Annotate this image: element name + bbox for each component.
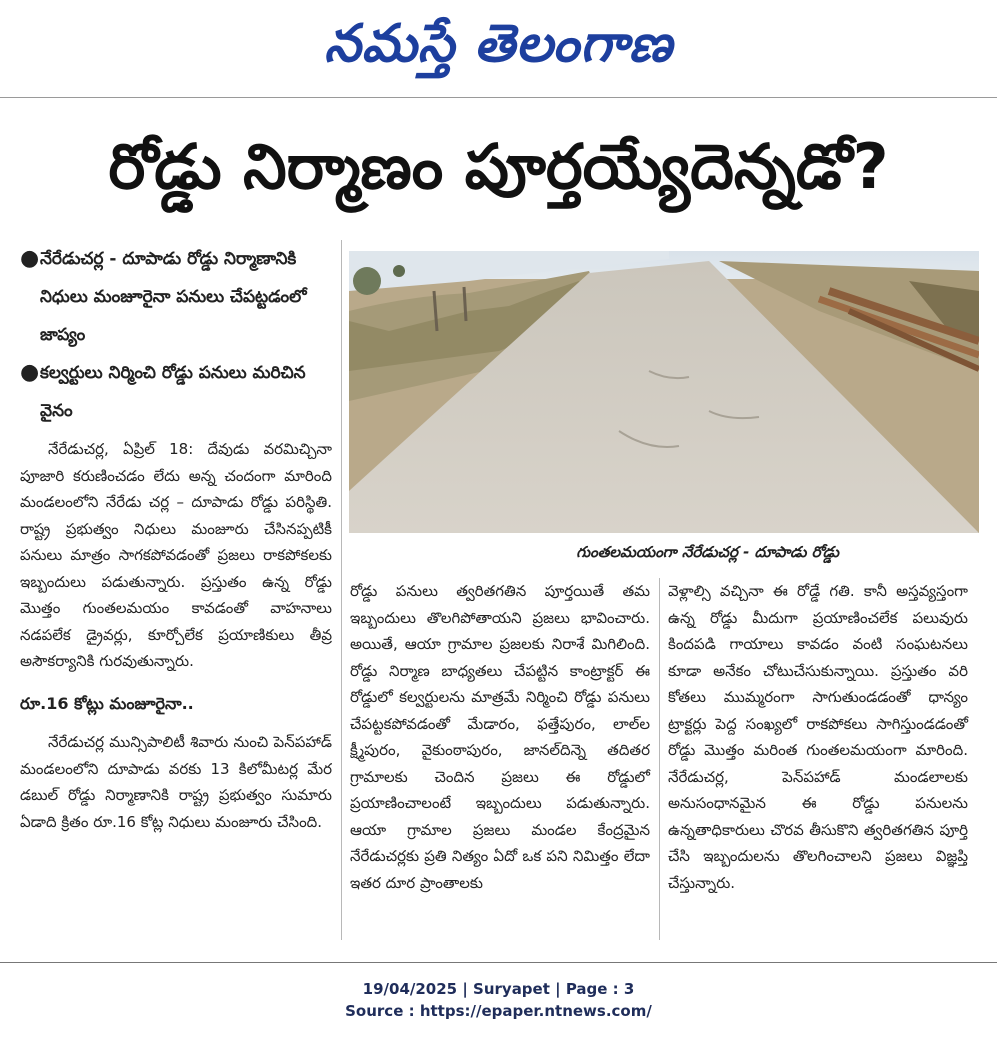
bullet-icon: ● xyxy=(20,246,40,271)
article-headline: రోడ్డు నిర్మాణం పూర్తయ్యేదెన్నడో? xyxy=(108,130,889,203)
road-photo xyxy=(349,251,979,533)
photo-caption xyxy=(349,537,979,567)
article-column-3 xyxy=(668,578,968,896)
highlights-list xyxy=(20,240,338,430)
article-subheading: రూ.16 కోట్లు మంజూరైనా.. xyxy=(20,693,194,713)
column-divider xyxy=(659,578,660,940)
footer-source-link[interactable]: Source : https://epaper.ntnews.com/ xyxy=(345,1002,652,1020)
footer-divider xyxy=(0,962,997,963)
article-paragraph: నేరేడుచర్ల మున్సిపాలిటీ శివారు నుంచి పెన్‌పహాడ్ మండలంలోని దూపాడు వరకు 13 కిలోమీటర్ల మేర డబుల్ రోడ్డు నిర్మాణానికి రాష్ట్ర ప్రభుత్వం సుమారు ఏడాది క్రితం రూ.16 కోట్ల నిధులు మంజూరు చేసింది. xyxy=(20,733,332,831)
bullet-icon: ● xyxy=(20,360,40,385)
article-paragraph: వెళ్లాల్సి వచ్చినా ఈ రోడ్డే గతి. కానీ అస్తవ్యస్తంగా ఉన్న రోడ్డు మీదుగా ప్రయాణించలేక పలువురు కిందపడి గాయాలు కావడం వంటి సంఘటనలు కూడా అనేకం చోటుచేసుకున్నాయి. ప్రస్తుతం వరి కోతలు ముమ్మరంగా సాగుతుండడంతో ధాన్యం ట్రాక్టర్లు పెద్ద సంఖ్యలో రాకపోకలు సాగిస్తుండడంతో రోడ్డు మొత్తం మరింత గుంతలమయంగా మారింది. నేరేడుచర్ల, పెన్‌పహాడ్ మండలాలకు అనుసంధానమైన ఈ రోడ్డు పనులను ఉన్నతాధికారులు చొరవ తీసుకొని త్వరితగతిన పూర్తి చేసి ఇబ్బందులను తొలగించాలని ప్రజలు విజ్ఞప్తి చేస్తున్నారు. xyxy=(668,582,968,892)
highlight-item xyxy=(20,240,338,354)
highlight-text: నేరేడుచర్ల - దూపాడు రోడ్డు నిర్మాణానికి నిధులు మంజూరైనా పనులు చేపట్టడంలో జాప్యం xyxy=(40,249,307,345)
article-paragraph: నేరేడుచర్ల, ఏప్రిల్ 18: దేవుడు వరమిచ్చినా పూజారి కరుణించడం లేదు అన్న చందంగా మారింది మండలంలోని నేరేడు చర్ల – దూపాడు రోడ్డు పరిస్థితి. రాష్ట్ర ప్రభుత్వం నిధులు మంజూరు చేసినప్పటికీ పనులు మాత్రం సాగకపోవడంతో ప్రజలు రాకపోకలకు ఇబ్బందులు పడుతున్నారు. ప్రస్తుతం ఉన్న రోడ్డు మొత్తం గుంతలమయం కావడంతో వాహనాలు నడపలేక డ్రైవర్లు, కూర్చోలేక ప్రయాణికులు తీవ్ర అసౌకర్యానికి గురవుతున్నారు. xyxy=(20,440,332,670)
footer xyxy=(0,978,997,1022)
article-column-2 xyxy=(350,578,650,896)
highlight-item xyxy=(20,354,338,430)
newspaper-logo: నమస్తే తెలంగాణ xyxy=(324,13,673,74)
column-divider xyxy=(341,240,342,940)
footer-edition-info: 19/04/2025 | Suryapet | Page : 3 xyxy=(362,980,635,998)
highlight-text: కల్వర్టులు నిర్మించి రోడ్డు పనులు మరిచిన వైనం xyxy=(40,363,306,421)
photo-caption-text: గుంతలమయంగా నేరేడుచర్ల - దూపాడు రోడ్డు xyxy=(576,543,839,561)
masthead xyxy=(0,0,997,88)
article-column-1 xyxy=(20,436,332,835)
article-paragraph: రోడ్డు పనులు త్వరితగతిన పూర్తయితే తమ ఇబ్బందులు తొలగిపోతాయని ప్రజలు భావించారు. అయితే, ఆయా గ్రామాల ప్రజలకు నిరాశే మిగిలింది. రోడ్డు నిర్మాణ బాధ్యతలు చేపట్టిన కాంట్రాక్టర్ ఈ రోడ్డులో కల్వర్టులను మాత్రమే నిర్మించి రోడ్డు పనులు చేపట్టకపోవడంతో మేడారం, ఫత్తేపురం, లాల్‌ల క్ష్మీపురం, వైకుంఠాపురం, జానల్‌దిన్నె తదితర గ్రామాలకు చెందిన ప్రజలు ఈ రోడ్డులో ప్రయాణించాలంటే ఇబ్బందులు పడుతున్నారు. ఆయా గ్రామాల ప్రజలు మండల కేంద్రమైన నేరేడుచర్లకు ప్రతి నిత్యం ఏదో ఒక పని నిమిత్తం లేదా ఇతర దూర ప్రాంతాలకు xyxy=(350,582,650,892)
masthead-divider xyxy=(0,97,997,98)
road-photo-illustration xyxy=(349,251,979,533)
